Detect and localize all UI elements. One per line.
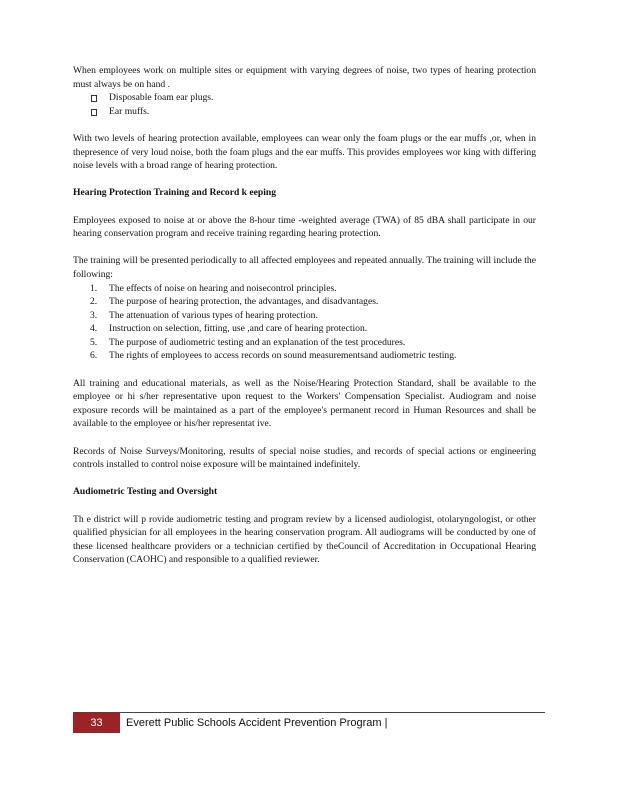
- training-items-list: [73, 282, 536, 364]
- list-item: 3. The attenuation of various types of hearing protection.: [90, 309, 318, 321]
- paragraph-district-audiometric: Th e district will p rovide audiometric testing and program review by a licensed audiologist, otolaryngologist, or other qualified physician for all employees in the hearing conservation program. All audiograms will be conducted by one of these licensed healthcare providers or a technician certified by theCouncil of Accreditation in Occupational Hearing Conservation (CAOHC) and responsible to a qualified reviewer.: [73, 513, 536, 566]
- page-footer: [73, 713, 545, 733]
- list-item: 2. The purpose of hearing protection, the advantages, and disadvantages.: [90, 296, 379, 308]
- list-item: 1. The effects of noise on hearing and noisecontrol principles.: [90, 282, 337, 294]
- page-number: 33: [73, 713, 120, 733]
- list-item: 6. The rights of employees to access records on sound measurementsand audiometric testing.: [90, 350, 457, 362]
- hearing-protection-list: [73, 91, 536, 118]
- page-content: [73, 64, 536, 567]
- paragraph-two-levels: With two levels of hearing protection available, employees can wear only the foam plugs or the ear muffs ,or, when in thepresence of very loud noise, both the foam plugs and the ear muffs. This provides employees wor king with differing noise levels with a broad range of hearing protection.: [73, 132, 536, 172]
- list-item: 4. Instruction on selection, fitting, use ,and care of hearing protection.: [90, 323, 368, 335]
- paragraph-training-presented: The training will be presented periodically to all affected employees and repeated annually. The training will include the following:: [73, 255, 536, 280]
- footer-title: Everett Public Schools Accident Prevention Program |: [126, 717, 388, 729]
- list-item: 5. The purpose of audiometric testing and an explanation of the test procedures.: [90, 336, 406, 348]
- list-item: Ear muffs.: [91, 105, 536, 119]
- paragraph-employees-exposed: Employees exposed to noise at or above the 8-hour time -weighted average (TWA) of 85 dBA shall participate in our hearing conservation program and receive training regarding hearing protection.: [73, 214, 536, 240]
- paragraph-training-materials: All training and educational materials, as well as the Noise/Hearing Protection Standard, shall be available to the employee or hi s/her representative upon request to the Workers' Compensation Specialist. Audiogram and noise exposure records will be maintained as a part of the employee's permanent record in Human Resources and shall be available to the employee or his/her representat ive.: [73, 377, 536, 430]
- list-item: Disposable foam ear plugs.: [91, 91, 536, 105]
- checkbox-bullet-icon: [91, 95, 97, 102]
- section-heading-audiometric: Audiometric Testing and Oversight: [73, 486, 218, 498]
- section-heading-training: Hearing Protection Training and Record k eeping: [73, 187, 277, 199]
- paragraph-records: Records of Noise Surveys/Monitoring, results of special noise studies, and records of special actions or engineering controls installed to control noise exposure will be maintained indefinitely.: [73, 445, 536, 471]
- checkbox-bullet-icon: [91, 109, 97, 116]
- paragraph-multiple-sites: When employees work on multiple sites or equipment with varying degrees of noise, two types of hearing protection must always be on hand .: [73, 65, 536, 90]
